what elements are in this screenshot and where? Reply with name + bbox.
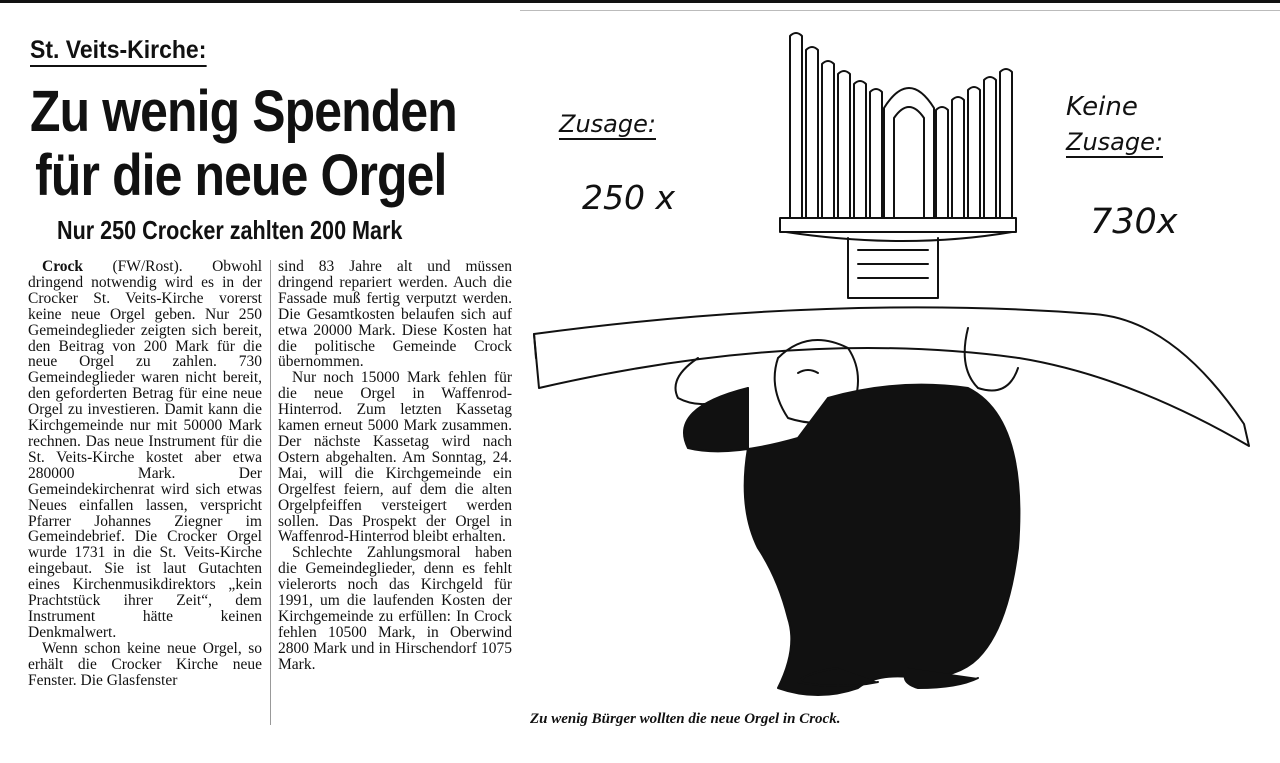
- top-rule: [0, 0, 1280, 3]
- top-rule-faint: [520, 10, 1280, 11]
- article-kicker: St. Veits-Kirche:: [30, 36, 206, 67]
- headline-line-1: Zu wenig Spenden: [30, 79, 457, 144]
- article-column-2: [278, 259, 512, 673]
- count-keine-zusage: 730x: [1090, 202, 1178, 242]
- count-zusage: 250 x: [582, 178, 676, 217]
- label-keine: Keine: [1066, 92, 1138, 122]
- column-1-paragraph-1: [28, 259, 262, 641]
- label-zusage: Zusage:: [559, 110, 656, 138]
- column-2-paragraph-1: sind 83 Jahre alt und müssen dringend repariert werden. Auch die Fassade muß fertig verputzt werden. Die Gesamtkosten belaufen sich auf etwa 20000 Mark. Diese Kosten hat die politische Gemeinde Crock übernommen.: [278, 258, 512, 371]
- column-2-paragraph-3: Schlechte Zahlungsmoral haben die Gemeindeglieder, denn es fehlt vielerorts noch das Kirchgeld für 1991, um die laufenden Kosten der Kirchgemeinde zu erfüllen: In Crock fehlen 10500 Mark, in Oberwind 2800 Mark und in Hirschendorf 1075 Mark.: [278, 544, 512, 673]
- headline-line-2: für die neue Orgel: [35, 143, 447, 208]
- label-keine-zusage: Zusage:: [1066, 128, 1163, 156]
- article-subhead: Nur 250 Crocker zahlten 200 Mark: [57, 215, 403, 245]
- column-1-paragraph-1-text: (FW/Rost). Obwohl dringend notwendig wird es in der Crocker St. Veits-Kirche vorerst keine neue Orgel geben. Nur 250 Gemeindeglieder zeigten sich bereit, den Beitrag von 200 Mark für die neue Orgel zu zahlen. 730 Gemeindeglieder waren nicht bereit, den geforderten Betrag für eine neue Orgel zu investieren. Damit kann die Kirchgemeinde nur mit 50000 Mark rechnen. Das neue Instrument für die St. Veits-Kirche kostet aber etwa 280000 Mark. Der Gemeindekirchenrat wird sich etwas Neues einfallen lassen, verspricht Pfarrer Johannes Ziegner im Gemeindebrief. Die Crocker Orgel wurde 1731 in die St. Veits-Kirche eingebaut. Sie ist laut Gutachten eines Kirchenmusikdirektors „kein Prachtstück ihrer Zeit“, dem Instrument hätte keinen Denkmalwert.: [28, 258, 263, 641]
- cartoon-caption: Zu wenig Bürger wollten die neue Orgel in Crock.: [530, 711, 841, 727]
- column-2-paragraph-2: Nur noch 15000 Mark fehlen für die neue Orgel in Waffenrod-Hinterrod. Zum letzten Kassetag kamen erneut 5000 Mark zusammen. Der nächste Kassetag wird nach Ostern abgehalten. Am Sonntag, 24. Mai, will die Kirchgemeinde ein Orgelfest feiern, auf dem die alten Orgelpfeiffen versteigert werden sollen. Das Prospekt der Orgel in Waffenrod-Hinterrod bleibt erhalten.: [278, 369, 512, 546]
- article-column-1: [28, 259, 262, 688]
- column-1-paragraph-2: Wenn schon keine neue Orgel, so erhält die Crocker Kirche neue Fenster. Die Glasfenster: [28, 639, 262, 689]
- column-divider: [270, 260, 271, 725]
- article-headline: [30, 80, 477, 208]
- dateline: Crock: [42, 258, 84, 275]
